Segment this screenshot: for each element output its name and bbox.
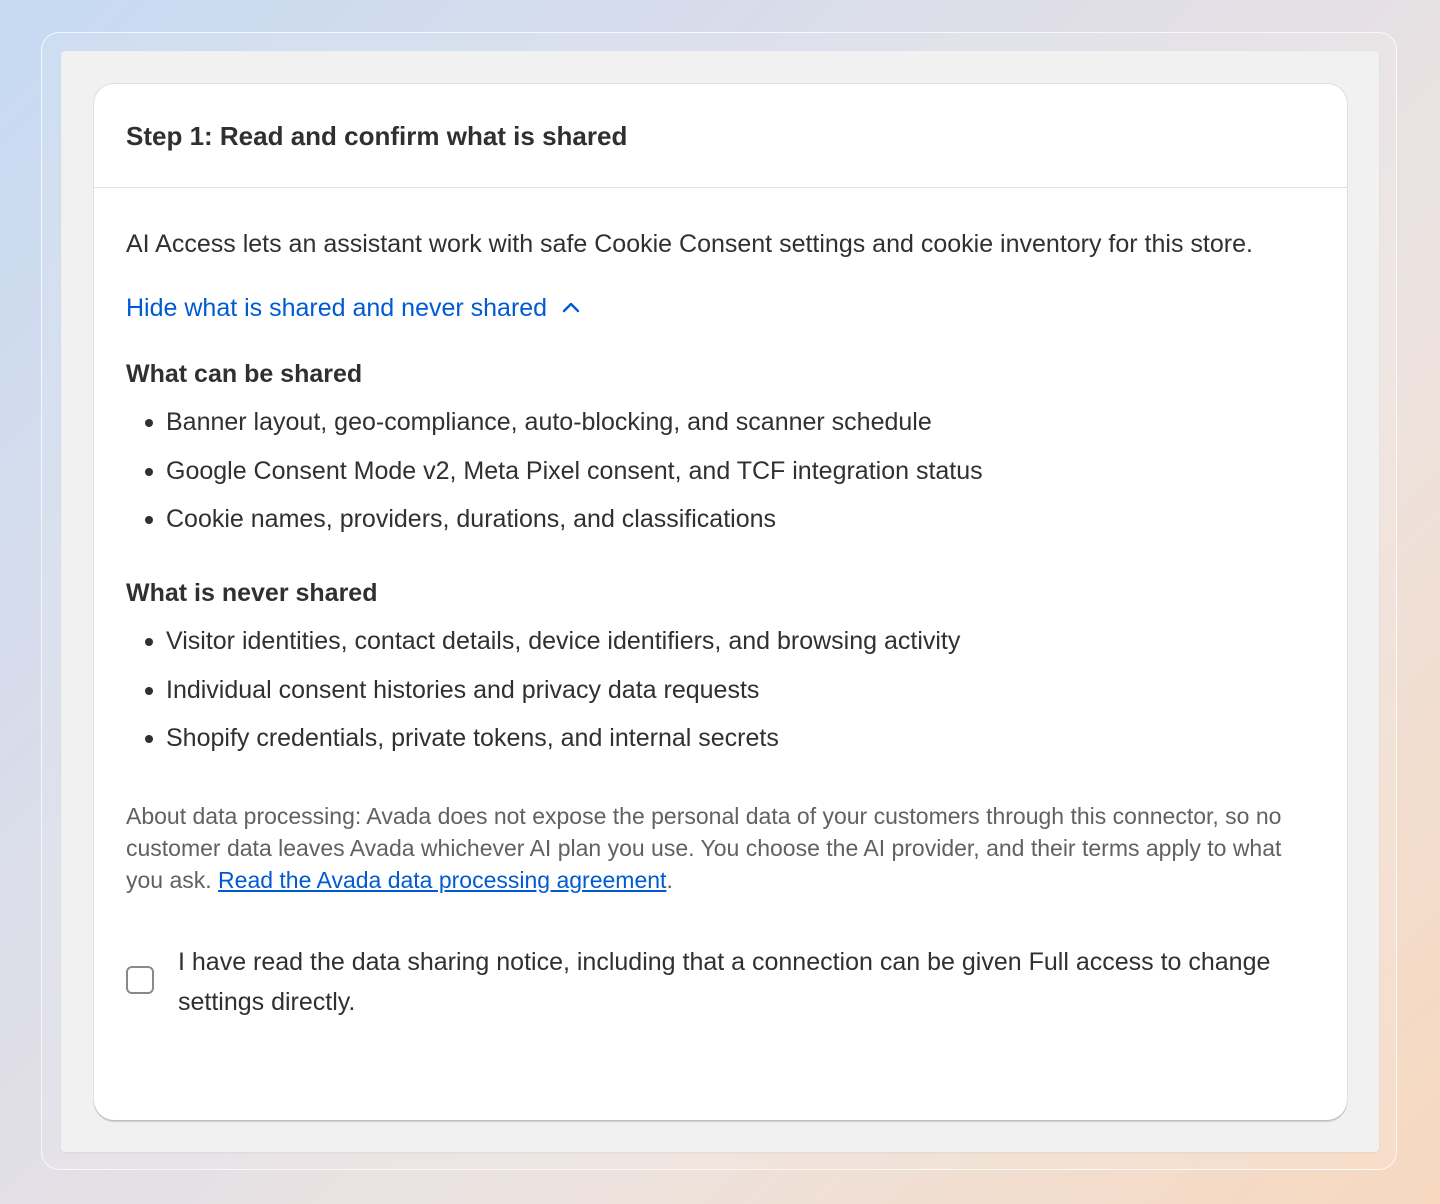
- bullet: [145, 516, 153, 524]
- consent-label[interactable]: I have read the data sharing notice, including that a connection can be given Full access to change settings directly.: [178, 948, 1271, 1016]
- step-card: [94, 84, 1347, 1120]
- list-item: Shopify credentials, private tokens, and internal secrets: [144, 718, 1315, 758]
- consent-row: [126, 942, 1315, 1022]
- dpa-link[interactable]: Read the Avada data processing agreement: [218, 867, 667, 893]
- list-item: Visitor identities, contact details, device identifiers, and browsing activity: [144, 621, 1315, 661]
- card-header: [94, 84, 1347, 188]
- card-body: [94, 188, 1347, 1022]
- bullet: [145, 468, 153, 476]
- list-item: Cookie names, providers, durations, and classifications: [144, 499, 1315, 539]
- step-title: Step 1: Read and confirm what is shared: [126, 121, 628, 151]
- shared-heading: What can be shared: [126, 360, 363, 388]
- note-suffix: .: [666, 867, 673, 893]
- list-item: Google Consent Mode v2, Meta Pixel consent, and TCF integration status: [144, 451, 1315, 491]
- bullet: [145, 419, 153, 427]
- bullet: [145, 687, 153, 695]
- toggle-label: Hide what is shared and never shared: [126, 294, 548, 322]
- data-processing-note: [126, 800, 1315, 896]
- toggle-shared-details-link[interactable]: [126, 288, 581, 328]
- intro-text: AI Access lets an assistant work with safe Cookie Consent settings and cookie inventory for this store.: [126, 230, 1253, 258]
- bullet: [145, 735, 153, 743]
- note-text: About data processing: Avada does not expose the personal data of your customers through this connector, so no customer data leaves Avada whichever AI plan you use. You choose the AI provider, and their terms apply to what you ask.: [126, 803, 1282, 893]
- bullet: [145, 638, 153, 646]
- consent-checkbox[interactable]: [126, 966, 154, 994]
- list-item: Banner layout, geo-compliance, auto-blocking, and scanner schedule: [144, 402, 1315, 442]
- never-shared-heading: What is never shared: [126, 579, 378, 607]
- shared-list: [126, 402, 1315, 539]
- chevron-up-icon: [561, 298, 581, 318]
- list-item: Individual consent histories and privacy data requests: [144, 670, 1315, 710]
- never-shared-list: [126, 621, 1315, 758]
